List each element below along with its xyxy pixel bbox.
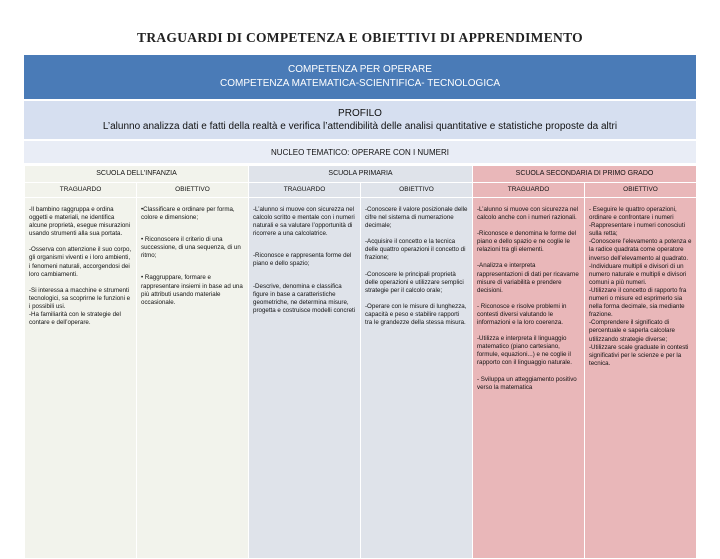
nucleo-text: NUCLEO TEMATICO: OPERARE CON I NUMERI xyxy=(271,148,449,157)
list-item: -Operare con le misure di lunghezza, capacità e peso e stabilire rapporti tra le grandezze della stessa misura. xyxy=(365,302,467,327)
content-row xyxy=(25,198,697,559)
school-infanzia: SCUOLA DELL’INFANZIA xyxy=(25,166,249,183)
column-header-row xyxy=(25,183,697,198)
list-item: -Il bambino raggruppa e ordina oggetti e materiali, ne identifica alcune proprietà, esegue misurazioni usando strumenti alla sua portata. xyxy=(29,206,131,238)
list-item: -Conoscere le principali proprietà delle operazioni e utilizzare semplici strategie per il calcolo orale; xyxy=(365,270,464,294)
page-title: TRAGUARDI DI COMPETENZA E OBIETTIVI DI APPRENDIMENTO xyxy=(137,30,583,45)
list-item: -Acquisire il concetto e la tecnica delle quattro operazioni il concetto di frazione; xyxy=(365,238,466,262)
list-item: -Conoscere il valore posizionale delle cifre nel sistema di numerazione decimale; xyxy=(365,206,468,230)
list-item: -Descrive, denomina e classifica figure in base a caratteristiche geometriche, ne determina misure, progetta e costruisce modelli concreti xyxy=(253,282,356,314)
profilo-band xyxy=(24,101,696,140)
list-item: -Osserva con attenzione il suo corpo, gli organismi viventi e i loro ambienti, i fenomeni naturali, accorgendosi dei loro cambiamenti. xyxy=(29,246,132,278)
cell-pri-traguardo xyxy=(249,198,361,559)
header-inf-traguardo: TRAGUARDO xyxy=(25,183,137,198)
list-item: -Riconosce e rappresenta forme del piano e dello spazio; xyxy=(253,252,352,268)
school-primaria: SCUOLA PRIMARIA xyxy=(249,166,473,183)
list-item: •Classificare e ordinare per forma, colore e dimensione; xyxy=(141,206,235,222)
competenza-line-2: COMPETENZA MATEMATICA-SCIENTIFICA- TECNOLOGICA xyxy=(219,78,501,89)
competenza-line-1: COMPETENZA PER OPERARE xyxy=(288,64,432,75)
list-item: -Utilizza e interpreta il linguaggio matematico (piano cartesiano, formule, equazioni...) e ne coglie il rapporto con il linguaggio naturale. xyxy=(477,335,572,367)
list-item: - Sviluppa un atteggiamento positivo verso la matematica xyxy=(477,375,577,391)
list-item: -Riconosce e denomina le forme del piano e dello spazio e ne coglie le relazioni tra gli elementi. xyxy=(477,230,577,254)
list-item: - Riconosce e risolve problemi in contesti diversi valutando le informazioni e la loro coerenza. xyxy=(477,302,567,327)
cell-inf-obiettivo xyxy=(137,198,249,559)
curriculum-table xyxy=(24,165,697,559)
header-sec-traguardo: TRAGUARDO xyxy=(473,183,585,198)
list-item: • Raggruppare, formare e rappresentare insiemi in base ad una più attributi usando materiale occasionale. xyxy=(141,274,243,306)
header-pri-obiettivo: OBIETTIVO xyxy=(361,183,473,198)
profilo-text: L’alunno analizza dati e fatti della realtà e verifica l’attendibilità delle analisi quantitative e statistiche proposte da altri xyxy=(102,121,618,132)
header-inf-obiettivo: OBIETTIVO xyxy=(137,183,249,198)
profilo-label: PROFILO xyxy=(338,108,382,119)
list-item: -Analizza e interpreta rappresentazioni di dati per ricavarne misure di variabilità e prendere decisioni. xyxy=(477,262,579,294)
cell-inf-traguardo xyxy=(25,198,137,559)
school-header-row xyxy=(25,166,697,183)
list-item: -L’alunno si muove con sicurezza nel calcolo anche con i numeri razionali. xyxy=(477,206,579,222)
cell-sec-traguardo xyxy=(473,198,585,559)
list-item: • Riconoscere il criterio di una successione, di una sequenza, di un ritmo; xyxy=(141,236,241,260)
list-item: -Si interessa a macchine e strumenti tecnologici, sa scoprirne le funzioni e i possibili usi. -Ha familiarità con le strategie del contare e dell’operare. xyxy=(29,286,131,327)
list-item: -L’alunno si muove con sicurezza nel calcolo scritto e mentale con i numeri naturali e sa valutare l’opportunità di ricorrere a una calcolatrice. xyxy=(253,206,355,238)
cell-sec-obiettivo xyxy=(585,198,697,559)
list-item: - Eseguire le quattro operazioni, ordinare e confrontare i numeri -Rappresentare i numeri conosciuti sulla retta; -Conoscere l’elevamento a potenza e la radice quadrata come operatore inverso dell’elevamento al quadrato. -Individuare multipli e divisori di un numero naturale e multipli e divisori comuni a più numeri. -Utilizzare il concetto di rapporto fra numeri o misure ed esprimerlo sia nella forma decimale, sia mediante frazione. -Comprendere il significato di percentuale e saperla calcolare utilizzando strategie diverse; -Utilizzare scale graduate in contesti significativi per le scienze e per la tecnica. xyxy=(589,206,692,367)
nucleo-band xyxy=(24,141,696,164)
cell-pri-obiettivo xyxy=(361,198,473,559)
header-pri-traguardo: TRAGUARDO xyxy=(249,183,361,198)
competenza-band xyxy=(24,55,696,100)
school-secondaria: SCUOLA SECONDARIA DI PRIMO GRADO xyxy=(473,166,697,183)
header-sec-obiettivo: OBIETTIVO xyxy=(585,183,697,198)
